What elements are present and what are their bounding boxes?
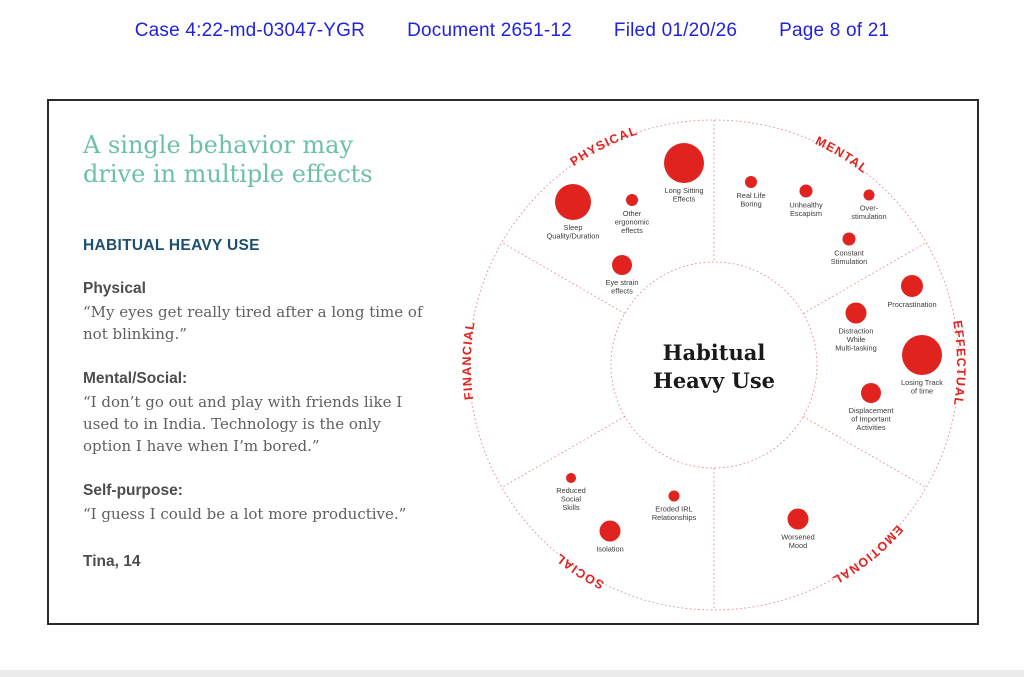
- effect-dot: [864, 190, 875, 201]
- page-indicator: Page 8 of 21: [779, 20, 890, 41]
- effect-dot: [861, 383, 881, 403]
- effect-dot: [846, 303, 867, 324]
- effect-label: Isolation: [596, 544, 624, 554]
- effect-label: Eroded IRL Relationships: [651, 504, 697, 523]
- effect-label: Procrastination: [887, 300, 937, 309]
- effect-dot: [664, 143, 704, 183]
- category-label-financial: FINANCIAL: [459, 319, 478, 401]
- effect-dot: [901, 275, 923, 297]
- effect-label: Over-stimulation: [851, 203, 887, 222]
- center-title-line2: Heavy Use: [652, 368, 776, 393]
- effect-dot: [800, 185, 813, 198]
- effect-dot: [600, 521, 621, 542]
- category-label-effectual: EFFECTUAL: [950, 319, 969, 408]
- category-label-social: SOCIAL: [552, 550, 607, 592]
- category-label-physical: PHYSICAL: [567, 123, 640, 169]
- effect-dot: [612, 255, 632, 275]
- wheel-center-label: [653, 340, 775, 393]
- effect-dot: [669, 491, 680, 502]
- page-bottom-edge: [0, 670, 1024, 677]
- center-title-line1: Habitual: [662, 340, 766, 365]
- divider-lower-left: [502, 417, 625, 488]
- effect-dot: [555, 184, 591, 220]
- quote-attribution: Tina, 14: [83, 552, 141, 570]
- quote-text: “I don’t go out and play with friends like I used to in India. Technology is the only option I have when I’m bored.”: [83, 392, 403, 456]
- slide-exhibit: [47, 99, 979, 625]
- effect-label: Losing Track of time: [901, 378, 943, 396]
- effect-label: Other ergonomic effects: [614, 209, 650, 236]
- effect-dot: [843, 233, 856, 246]
- effect-label: Constant Stimulation: [830, 248, 868, 267]
- inner-ring: [611, 262, 817, 468]
- case-number: Case 4:22-md-03047-YGR: [134, 20, 366, 41]
- effect-label: Displacement of Important Activities: [848, 406, 894, 433]
- effect-dot: [566, 473, 576, 483]
- slide-title-line1: A single behavior may: [83, 131, 354, 159]
- quote-label: Physical: [83, 279, 146, 297]
- category-label-emotional: EMOTIONAL: [829, 522, 906, 588]
- effect-dot: [788, 509, 809, 530]
- effect-label: Eye strain effects: [605, 278, 639, 296]
- effect-label: Unhealthy Escapism: [789, 200, 823, 219]
- effect-label: Distraction While Multi-tasking: [835, 326, 877, 353]
- effect-dot: [626, 194, 638, 206]
- effect-label: Sleep Quality/Duration: [546, 223, 600, 241]
- quote-label: Mental/Social:: [83, 369, 188, 387]
- court-filing-header: [0, 20, 1024, 42]
- effect-label: Long Sitting Effects: [664, 186, 704, 204]
- quote-text: “I guess I could be a lot more productive.”: [83, 505, 407, 524]
- effect-dot: [745, 176, 757, 188]
- quote-label: Self-purpose:: [83, 482, 183, 500]
- effect-label: Real Life Boring: [736, 191, 766, 209]
- slide-title-line2: drive in multiple effects: [83, 160, 373, 189]
- filed-date: Filed 01/20/26: [613, 20, 738, 41]
- category-label-mental: MENTAL: [813, 133, 871, 177]
- effect-label: Reduced Social Skills: [556, 486, 586, 513]
- document-number: Document 2651-12: [407, 20, 572, 41]
- section-heading: HABITUAL HEAVY USE: [83, 236, 260, 254]
- effects-wheel: [49, 101, 981, 627]
- effect-dot: [902, 335, 942, 375]
- effect-label: Worsened Mood: [781, 532, 815, 551]
- quote-text: “My eyes get really tired after a long time of not blinking.”: [83, 302, 423, 343]
